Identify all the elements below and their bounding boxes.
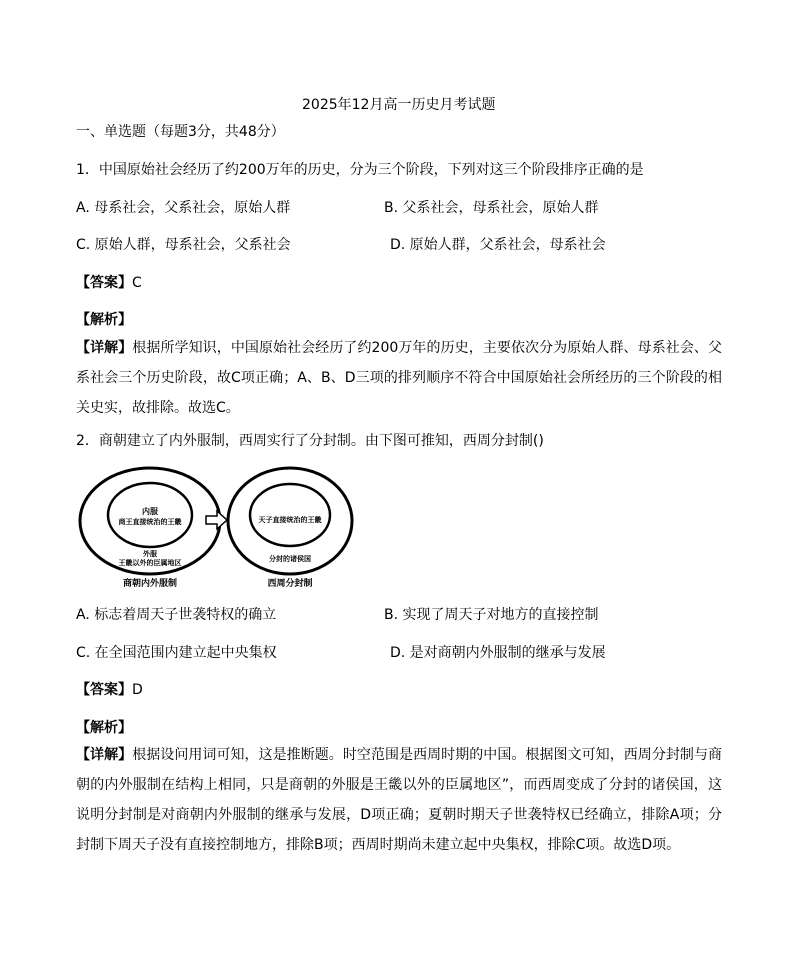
detail-text: 根据所学知识，中国原始社会经历了约200万年的历史，主要依次分为原始人群、母系社会、父系社会三个历史阶段，故C项正确；A、B、D三项的排列顺序不符合中国原始社会所经历的三个阶段的相关史实，故排除。故选C。 <box>76 340 722 416</box>
question-1-stem: 1．中国原始社会经历了约200万年的历史，分为三个阶段，下列对这三个阶段排序正确的是 <box>76 162 644 178</box>
shang-outer-text: 王畿以外的臣属地区 <box>118 559 182 567</box>
question-1-option-d[interactable]: D. 原始人群，父系社会，母系社会 <box>390 237 606 253</box>
shang-inner-title: 内服 <box>142 507 158 516</box>
question-2-analysis-label: 【解析】 <box>76 720 132 736</box>
zhou-inner-text: 天子直接统治的王畿 <box>258 516 322 524</box>
question-2-stem: 2．商朝建立了内外服制，西周实行了分封制。由下图可推知，西周分封制() <box>76 433 544 449</box>
question-1-analysis-label: 【解析】 <box>76 312 132 328</box>
section-heading: 一、单选题（每题3分，共48分） <box>76 124 285 140</box>
question-2-diagram <box>78 465 358 590</box>
answer-label: 【答案】 <box>76 275 132 291</box>
question-2-answer <box>76 681 143 699</box>
exam-title: 2025年12月高一历史月考试题 <box>302 97 496 113</box>
question-1-detail <box>76 333 722 423</box>
question-2-detail <box>76 740 722 860</box>
detail-label: 【详解】 <box>76 747 133 763</box>
zhou-inner-ring <box>250 484 330 546</box>
detail-label: 【详解】 <box>76 340 133 356</box>
question-2-option-a[interactable]: A. 标志着周天子世袭特权的确立 <box>76 607 277 623</box>
question-2-option-b[interactable]: B. 实现了周天子对地方的直接控制 <box>384 607 599 623</box>
zhou-outer-text: 分封的诸侯国 <box>269 555 311 563</box>
question-1-answer <box>76 274 142 292</box>
question-1-option-a[interactable]: A. 母系社会，父系社会，原始人群 <box>76 200 291 216</box>
question-2-option-c[interactable]: C. 在全国范围内建立起中央集权 <box>76 645 277 661</box>
question-1-option-c[interactable]: C. 原始人群，母系社会，父系社会 <box>76 237 291 253</box>
shang-outer-title: 外服 <box>143 550 157 558</box>
shang-inner-text: 商王直接统治的王畿 <box>118 518 182 526</box>
answer-value: D <box>132 682 143 698</box>
detail-text: 根据设问用词可知，这是推断题。时空范围是西周时期的中国。根据图文可知，西周分封制与商朝的内外服制在结构上相同，只是商朝的外服是王畿以外的臣属地区”，而西周变成了分封的诸侯国，这说明分封制是对商朝内外服制的继承与发展，D项正确；夏朝时期天子世袭特权已经确立，排除A项；分封制下周天子没有直接控制地方，排除B项；西周时期尚未建立起中央集权，排除C项。故选D项。 <box>76 747 723 853</box>
zhou-caption: 西周分封制 <box>267 579 313 589</box>
question-1-option-b[interactable]: B. 父系社会，母系社会，原始人群 <box>384 200 599 216</box>
question-2-option-d[interactable]: D. 是对商朝内外服制的继承与发展 <box>390 645 606 661</box>
transition-arrow-icon <box>206 511 227 529</box>
answer-label: 【答案】 <box>76 682 132 698</box>
answer-value: C <box>132 275 142 291</box>
shang-caption: 商朝内外服制 <box>122 579 178 589</box>
